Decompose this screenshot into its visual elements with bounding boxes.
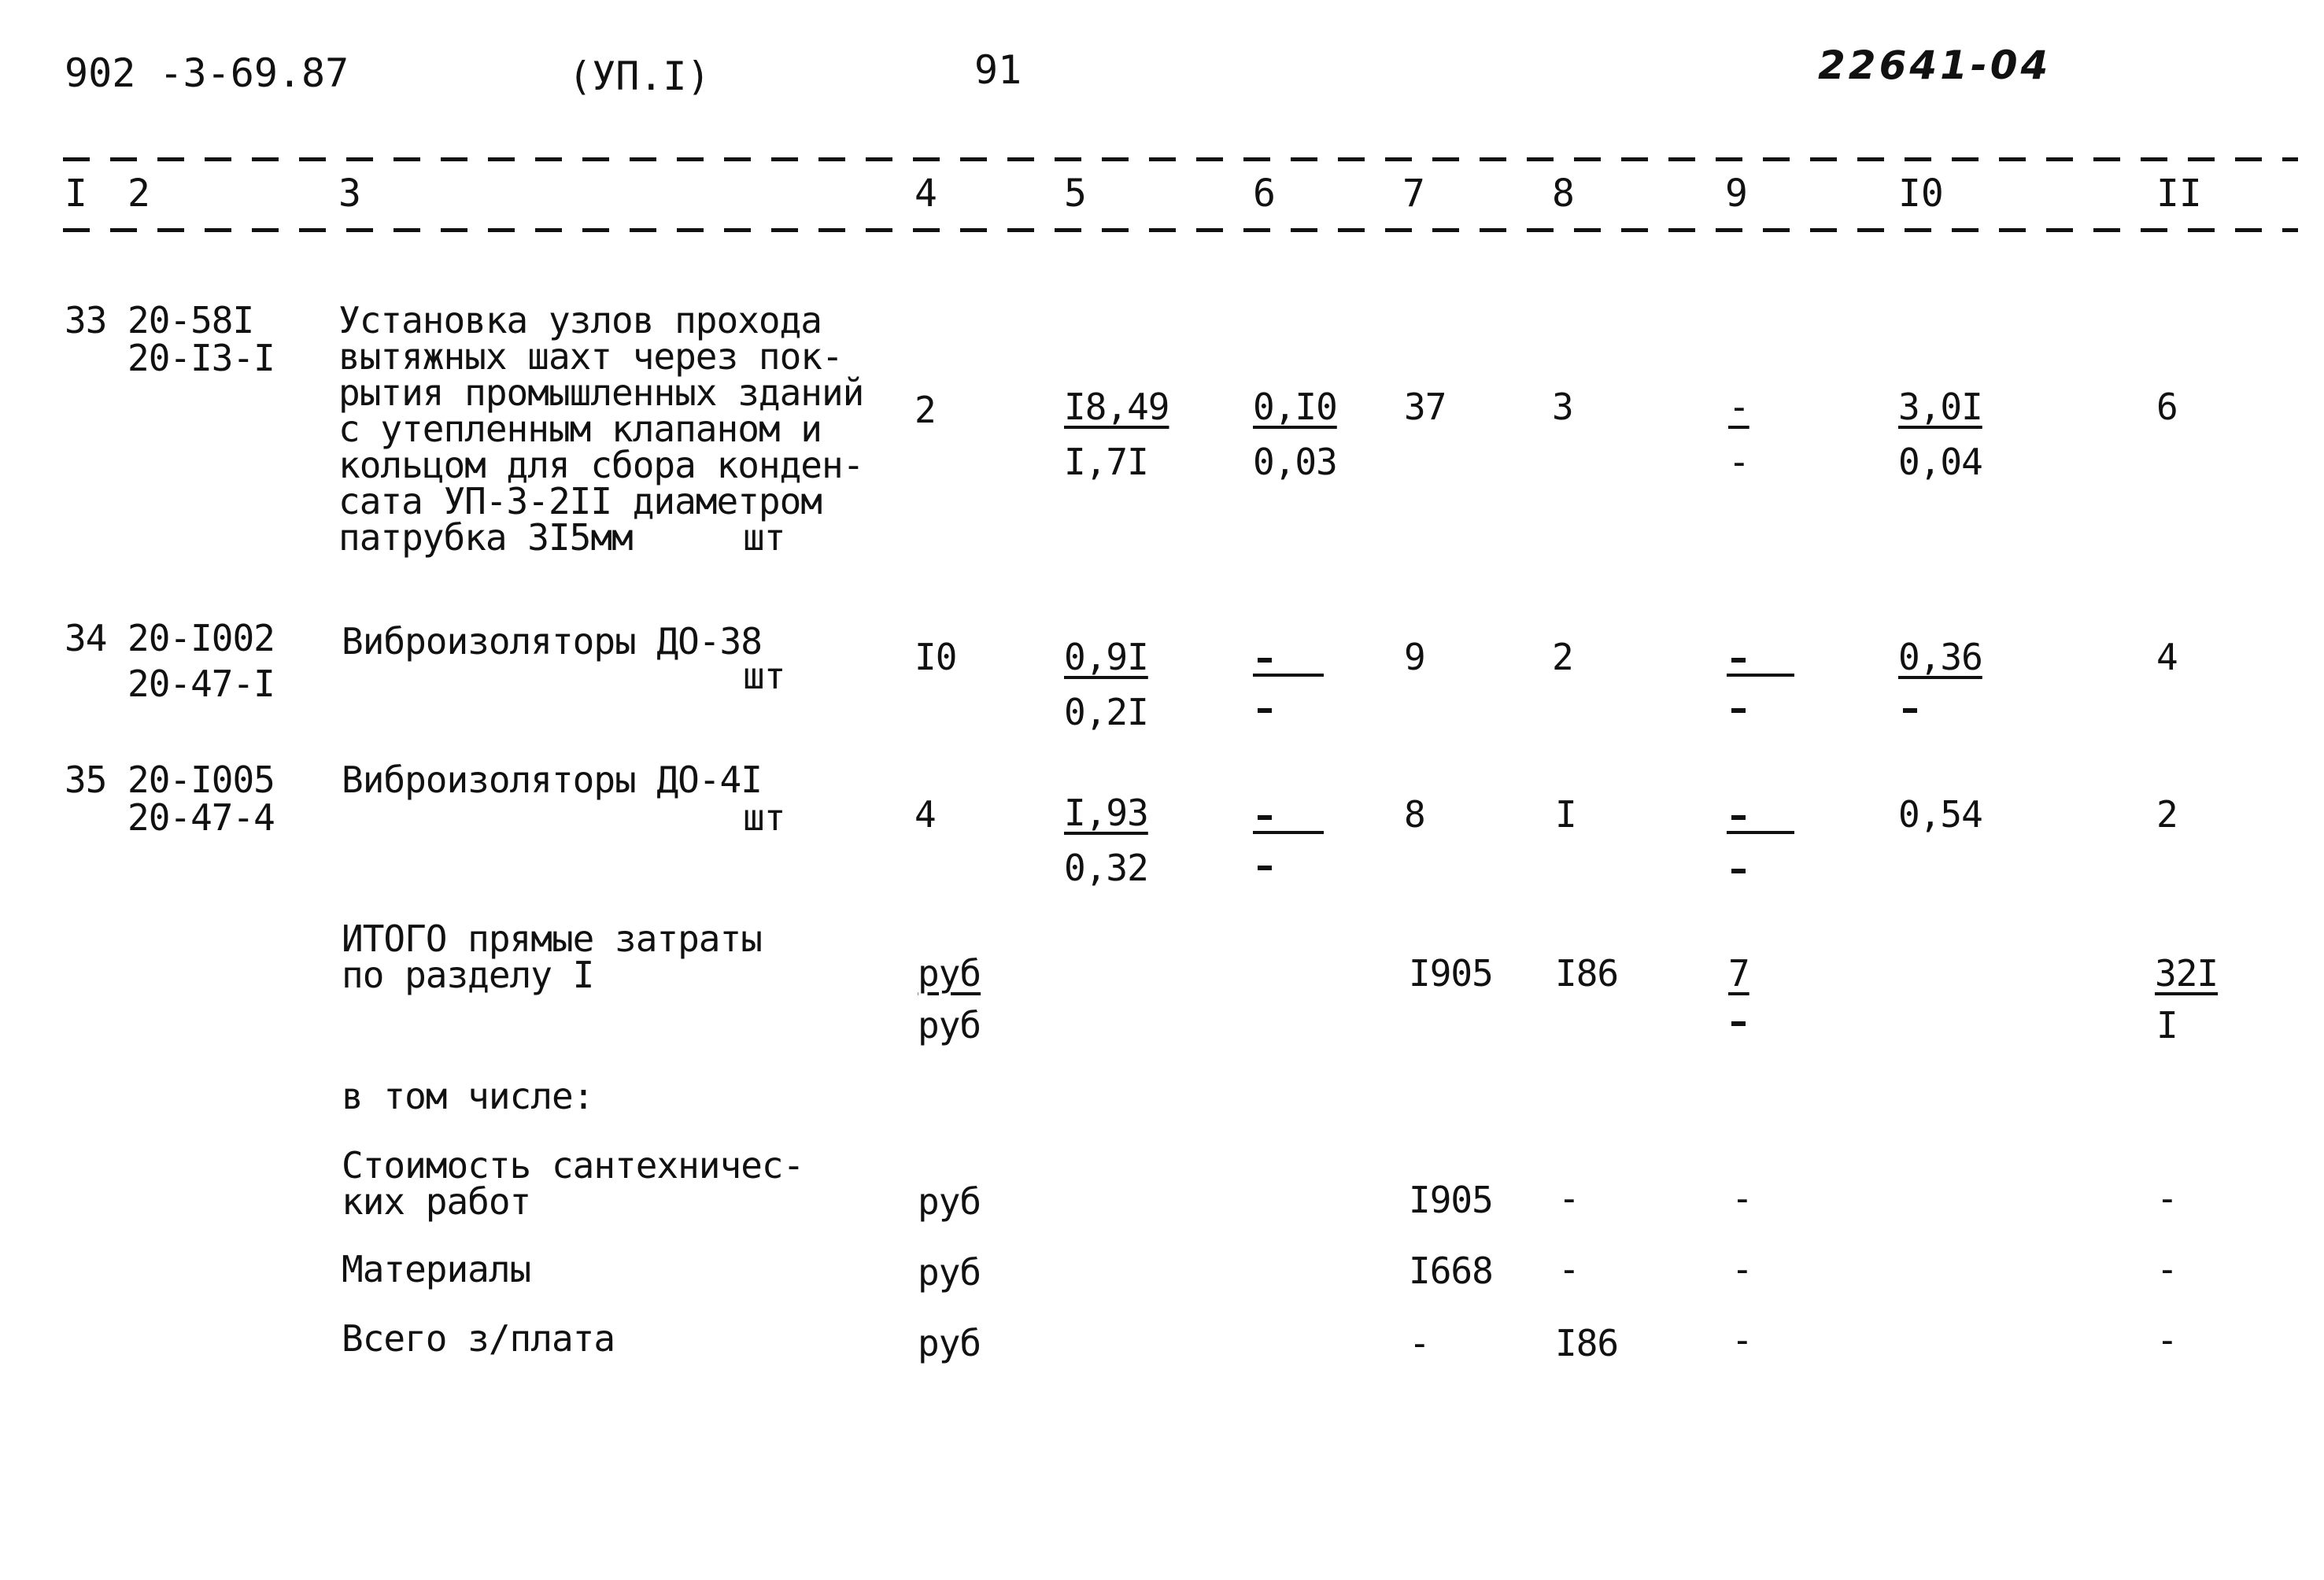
c10-bottom: 0,04	[1898, 441, 1982, 483]
breakdown-c7: I668	[1409, 1250, 1493, 1292]
row-number: 33	[65, 299, 107, 341]
c9-top	[1731, 636, 1753, 672]
c6-bottom: 0,03	[1253, 441, 1337, 483]
c6-top-dash	[1258, 815, 1272, 820]
row-code: 20-I002	[127, 617, 275, 659]
col-header-11: II	[2156, 172, 2202, 216]
c9-top	[1731, 793, 1753, 829]
breakdown-c7: -	[1409, 1322, 1430, 1364]
row-description: Виброизоляторы ДО-38	[342, 620, 762, 663]
row-number: 34	[65, 617, 107, 659]
c10-top: 3,0I	[1898, 386, 1982, 428]
total-label: ИТОГО прямые затраты по разделу I	[342, 917, 762, 996]
c11-value: 2	[2156, 793, 2178, 836]
total-c7: I905	[1409, 952, 1493, 995]
row-quantity: 2	[914, 389, 936, 431]
c10-bottom	[1903, 692, 1924, 729]
row-unit: шт	[743, 655, 785, 697]
doc-code: 902 -3-69.87	[65, 50, 349, 96]
c11-value: 4	[2156, 636, 2178, 678]
breakdown-c11: -	[2156, 1248, 2178, 1290]
c11-value: 6	[2156, 386, 2178, 428]
c9-top-rule	[1727, 674, 1794, 677]
c9-top-rule	[1727, 831, 1794, 834]
col-header-7: 7	[1402, 172, 1425, 216]
col-header-4: 4	[914, 172, 937, 216]
c9-top: -	[1728, 386, 1749, 428]
c5-top: I,93	[1064, 792, 1148, 834]
row-description: Установка узлов прохода вытяжных шахт через пок- рытия промышленных зданий с утепленным клапаном и кольцом для сбора конден- сата УП-3-2II диаметром патрубка 3I5мм	[338, 299, 864, 559]
breakdown-c11: -	[2156, 1319, 2178, 1361]
archive-number: 22641-04	[1818, 42, 2052, 88]
row-code: 20-I005	[127, 759, 275, 801]
col-header-8: 8	[1552, 172, 1575, 216]
breakdown-unit: руб	[918, 1251, 981, 1294]
page-number: 91	[974, 47, 1022, 93]
c6-top-rule	[1253, 831, 1324, 834]
breakdown-unit: руб	[918, 1180, 981, 1223]
c6-top-dash	[1258, 658, 1272, 663]
col-header-3: 3	[338, 172, 361, 216]
c10-top: 0,36	[1898, 636, 1982, 678]
total-unit-bottom: руб	[918, 1004, 981, 1047]
header-rule-bottom	[63, 228, 2298, 232]
total-c9-top: 7	[1728, 952, 1749, 995]
row-code: 20-47-I	[127, 663, 275, 705]
col-header-6: 6	[1253, 172, 1276, 216]
breakdown-c11: -	[2156, 1177, 2178, 1220]
c5-bottom: 0,32	[1064, 847, 1148, 889]
total-c11-top: 32I	[2155, 952, 2219, 995]
header-rule-top	[63, 157, 2298, 161]
c5-bottom: I,7I	[1064, 441, 1148, 483]
row-unit: шт	[743, 796, 785, 839]
breakdown-unit: руб	[918, 1322, 981, 1364]
row-description: Виброизоляторы ДО-4I	[342, 759, 762, 801]
total-c9-bottom-dash	[1731, 1021, 1746, 1026]
col-header-10: I0	[1898, 172, 1944, 216]
c7-value: 9	[1404, 636, 1425, 678]
c6-top-rule	[1253, 674, 1324, 677]
row-code: 20-58I	[127, 299, 254, 341]
c5-top: 0,9I	[1064, 636, 1148, 678]
c9-bottom	[1731, 692, 1753, 729]
c9-bottom	[1731, 851, 1753, 888]
breakdown-c9: -	[1731, 1248, 1753, 1290]
c7-value: 8	[1404, 793, 1425, 836]
c6-bottom	[1259, 692, 1280, 729]
section-label: (УП.I)	[568, 54, 711, 99]
c5-bottom: 0,2I	[1064, 691, 1148, 733]
row-quantity: 4	[914, 793, 936, 836]
col-header-5: 5	[1064, 172, 1087, 216]
col-header-1: I	[65, 172, 87, 216]
c9-bottom: -	[1728, 441, 1749, 483]
c8-value: 3	[1552, 386, 1573, 428]
row-number: 35	[65, 759, 107, 801]
breakdown-c7: I905	[1409, 1179, 1493, 1221]
including-label: в том числе:	[342, 1075, 594, 1117]
c6-top	[1259, 636, 1280, 672]
total-c8: I86	[1555, 952, 1619, 995]
col-header-9: 9	[1725, 172, 1748, 216]
breakdown-c9: -	[1731, 1319, 1753, 1361]
breakdown-label: Всего з/плата	[342, 1317, 615, 1360]
row-unit: шт	[743, 516, 785, 559]
c9-top-dash	[1731, 815, 1746, 820]
row-quantity: I0	[914, 636, 957, 678]
total-unit-top: руб	[918, 952, 981, 995]
row-code: 20-47-4	[127, 796, 275, 839]
breakdown-label: Стоимость сантехничес- ких работ	[342, 1144, 804, 1223]
row-code: 20-I3-I	[127, 337, 275, 379]
c5-top: I8,49	[1064, 386, 1169, 428]
col-header-2: 2	[127, 172, 150, 216]
breakdown-c8: -	[1558, 1177, 1580, 1220]
breakdown-c8: I86	[1555, 1322, 1619, 1364]
breakdown-c9: -	[1731, 1177, 1753, 1220]
c8-value: 2	[1552, 636, 1573, 678]
c6-top	[1259, 793, 1280, 829]
c8-value: I	[1555, 793, 1576, 836]
c9-top-dash	[1731, 658, 1746, 663]
c6-top: 0,I0	[1253, 386, 1337, 428]
c6-bottom	[1259, 850, 1280, 886]
breakdown-label: Материалы	[342, 1248, 531, 1290]
c7-value: 37	[1404, 386, 1446, 428]
c10-value: 0,54	[1898, 793, 1982, 836]
total-c11-bottom: I	[2156, 1004, 2178, 1047]
breakdown-c8: -	[1558, 1248, 1580, 1290]
